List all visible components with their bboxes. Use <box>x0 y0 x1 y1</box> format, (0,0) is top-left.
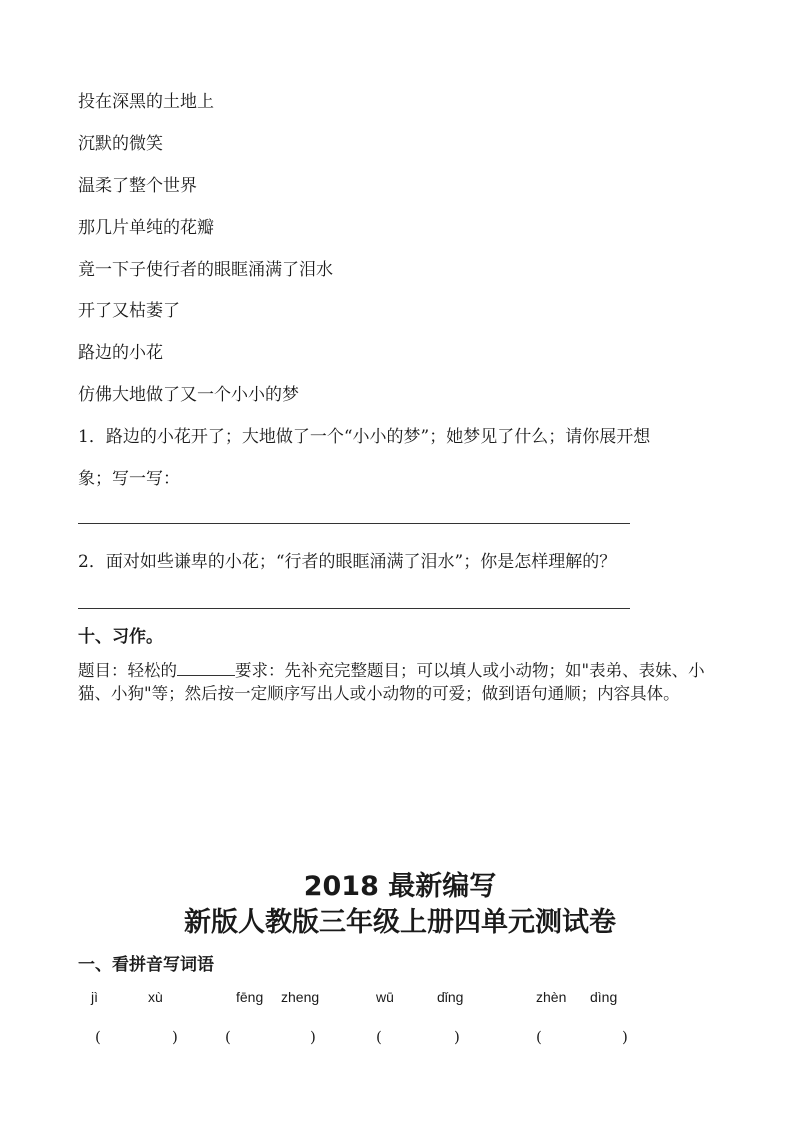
pinyin: dǐng <box>437 989 464 1005</box>
answer-paren-close: ) <box>622 1028 628 1046</box>
pinyin: fēng <box>236 989 264 1005</box>
composition-prompt <box>78 659 728 705</box>
pinyin: jì <box>91 989 98 1005</box>
question-1-line-2: 象；写一写： <box>78 469 180 489</box>
answer-line-2[interactable] <box>78 608 630 609</box>
prompt-before-blank: 题目：轻松的 <box>78 661 177 680</box>
pinyin: dìng <box>590 989 618 1005</box>
test-title-line-2: 新版人教版三年级上册四单元测试卷 <box>184 907 616 938</box>
answer-paren-close: ) <box>454 1028 460 1046</box>
pinyin: wū <box>376 989 394 1005</box>
poem-line: 投在深黑的土地上 <box>78 92 214 112</box>
poem-line: 温柔了整个世界 <box>78 176 197 196</box>
answer-line-1[interactable] <box>78 523 630 524</box>
test-title-line-1: 2018 最新编写 <box>303 871 497 902</box>
section-1-heading: 一、看拼音写词语 <box>78 955 214 975</box>
poem-line: 沉默的微笑 <box>78 134 163 154</box>
answer-paren-open: ( <box>225 1028 231 1046</box>
prompt-after-blank: 要求：先补充完整题目；可以填人或小动物；如"表弟、表妹、小猫、小狗"等；然后按一定顺序写出人或小动物的可爱；做到语句通顺；内容具体。 <box>78 661 705 703</box>
poem-line: 路边的小花 <box>78 343 163 363</box>
poem-line: 仿佛大地做了又一个小小的梦 <box>78 385 299 405</box>
pinyin: zhèn <box>536 989 567 1005</box>
question-1-line-1: 1．路边的小花开了；大地做了一个“小小的梦”；她梦见了什么；请你展开想 <box>78 427 651 447</box>
answer-paren-open: ( <box>536 1028 542 1046</box>
question-2: 2．面对如些谦卑的小花；“行者的眼眶涌满了泪水”；你是怎样理解的？ <box>78 552 617 572</box>
poem-line: 那几片单纯的花瓣 <box>78 218 214 238</box>
poem-line: 开了又枯萎了 <box>78 301 180 321</box>
section-10-heading: 十、习作。 <box>78 627 163 647</box>
poem-line: 竟一下子使行者的眼眶涌满了泪水 <box>78 260 333 280</box>
answer-paren-close: ) <box>310 1028 316 1046</box>
answer-paren-open: ( <box>95 1028 101 1046</box>
pinyin: xù <box>148 989 163 1005</box>
title-blank[interactable] <box>177 661 235 676</box>
answer-paren-open: ( <box>376 1028 382 1046</box>
answer-paren-close: ) <box>172 1028 178 1046</box>
pinyin: zheng <box>281 989 320 1005</box>
